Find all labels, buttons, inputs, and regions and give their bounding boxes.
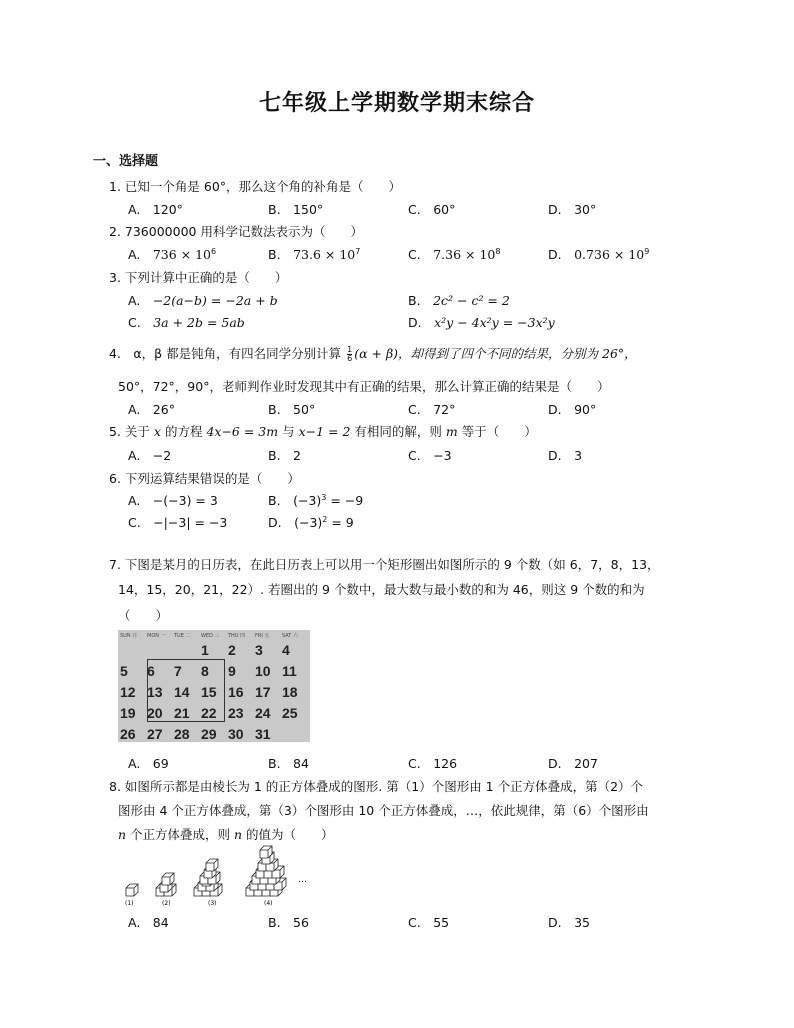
cube-ellipsis: …	[298, 875, 307, 885]
q5-option-d: D. 3	[548, 448, 583, 463]
q5-option-b: B. 2	[268, 448, 302, 463]
calendar-header: SAT 六	[282, 633, 298, 639]
calendar-day	[226, 639, 253, 661]
calendar-day	[145, 723, 172, 745]
calendar-day-number: 11	[282, 663, 297, 679]
q2-option-a: A. $736 \times 10^6$	[128, 246, 217, 262]
calendar-day	[118, 660, 145, 682]
calendar-selection-box	[147, 659, 225, 722]
calendar-day-number: 14	[174, 684, 190, 700]
calendar-day	[280, 639, 307, 661]
cube-fig3	[194, 859, 222, 896]
q3-option-b: B. 2c² − c² = 2	[408, 293, 510, 308]
calendar-day-number: 7	[174, 663, 182, 679]
cube-fig2	[156, 873, 176, 896]
calendar-day-number: 16	[228, 684, 244, 700]
calendar-day-number: 22	[201, 705, 217, 721]
calendar-day	[280, 681, 307, 703]
calendar-day-number: 13	[147, 684, 163, 700]
cube-label-3: (3)	[208, 900, 217, 906]
calendar-header: FRI 五	[255, 633, 270, 639]
q7-stem-line1: 7. 下图是某月的日历表，在此日历表上可以用一个矩形圈出如图所示的 9 个数（如 6，7，8，13，	[109, 557, 660, 572]
q6-option-c: C. −|−3| = −3	[128, 515, 228, 530]
q2-stem: 2. 736000000 用科学记数法表示为（ ）	[109, 224, 363, 239]
calendar-day-number: 26	[120, 726, 136, 742]
cube-label-1: (1)	[125, 900, 134, 906]
q2-option-c: C. $7.36 \times 10^8$	[408, 246, 501, 262]
cube-label-4: (4)	[264, 900, 273, 906]
calendar-header: THU 四	[228, 633, 246, 639]
q4-option-d: D. 90°	[548, 402, 597, 417]
calendar-day-number: 23	[228, 705, 244, 721]
calendar-day-number: 15	[201, 684, 217, 700]
calendar-day-number: 8	[201, 663, 209, 679]
calendar-day	[226, 681, 253, 703]
q6-option-b: B. $(-3)^3 = -9$	[268, 492, 364, 508]
calendar-header: MON 一	[147, 633, 166, 639]
q5-option-c: C. −3	[408, 448, 452, 463]
calendar-day	[280, 660, 307, 682]
calendar-day-number: 2	[228, 642, 236, 658]
calendar-day	[199, 723, 226, 745]
cube-stack-svg	[122, 844, 322, 906]
calendar-day	[226, 702, 253, 724]
q8-stem-line2: 图形由 4 个正方体叠成，第（3）个图形由 10 个正方体叠成，…，依此规律，第（6）个图形由	[118, 803, 649, 818]
q7-option-b: B. 84	[268, 756, 309, 771]
q2-option-d: D. $0.736 \times 10^9$	[548, 246, 650, 262]
q3-stem: 3. 下列计算中正确的是（ ）	[109, 270, 288, 285]
calendar-day-number: 20	[147, 705, 163, 721]
calendar-day-number: 21	[174, 705, 190, 721]
calendar-day	[253, 681, 280, 703]
q8-option-a: A. 84	[128, 915, 169, 930]
q3-option-c: C. 3a + 2b = 5ab	[128, 315, 245, 330]
q5-stem: 5. 关于 x 的方程 4x−6 = 3m 与 x−1 = 2 有相同的解，则 m 等于（ ）	[109, 424, 537, 439]
q7-option-d: D. 207	[548, 756, 598, 771]
cube-label-2: (2)	[162, 900, 171, 906]
calendar-day-number: 3	[255, 642, 263, 658]
q2-option-b: B. $73.6 \times 10^7$	[268, 246, 361, 262]
q8-option-d: D. 35	[548, 915, 591, 930]
q7-option-c: C. 126	[408, 756, 458, 771]
q7-option-a: A. 69	[128, 756, 169, 771]
q8-option-c: C. 55	[408, 915, 450, 930]
q4-fraction: $\frac{1}{6}$	[347, 345, 353, 363]
q5-option-a: A. −2	[128, 448, 172, 463]
section-heading: 一、选择题	[93, 154, 159, 169]
calendar-day	[226, 723, 253, 745]
calendar-day-number: 5	[120, 663, 128, 679]
calendar-day	[253, 660, 280, 682]
calendar-day-number: 18	[282, 684, 298, 700]
calendar-day	[118, 681, 145, 703]
calendar-day-number: 19	[120, 705, 136, 721]
q8-stem-line1: 8. 如图所示都是由棱长为 1 的正方体叠成的图形. 第（1）个图形由 1 个正方体叠成，第（2）个	[109, 779, 644, 794]
calendar-day-number: 6	[147, 663, 155, 679]
calendar-day	[118, 723, 145, 745]
q8-stem-line3: n 个正方体叠成，则 n 的值为（ ）	[118, 827, 334, 842]
calendar-day-number: 4	[282, 642, 290, 658]
q4-option-a: A. 26°	[128, 402, 175, 417]
cube-figures	[122, 844, 322, 909]
calendar-header: TUE 二	[174, 633, 191, 639]
cube-fig1	[126, 884, 138, 896]
page-title: 七年级上学期数学期末综合	[258, 91, 535, 116]
calendar-day	[253, 639, 280, 661]
q1-stem: 1. 已知一个角是 60°，那么这个角的补角是（ ）	[109, 179, 402, 194]
calendar-day	[118, 702, 145, 724]
q4-option-c: C. 72°	[408, 402, 456, 417]
calendar-day-number: 1	[201, 642, 209, 658]
cube-fig4	[246, 846, 286, 896]
q3-option-a: A. −2(a−b) = −2a + b	[128, 293, 278, 308]
calendar-header: WED 三	[201, 633, 220, 639]
q6-option-d: D. $(-3)^2 = 9$	[268, 514, 354, 530]
q6-stem: 6. 下列运算结果错误的是（ ）	[109, 471, 300, 486]
q4-stem-line1: 4. α，β 都是钝角，有四名同学分别计算 $\frac{1}{6}$ (α + β)，却得到了四个不同的结果，分别为 26°，	[109, 345, 637, 363]
q7-stem-line3: （ ）	[118, 608, 169, 623]
calendar-day	[172, 723, 199, 745]
calendar-day-number: 9	[228, 663, 236, 679]
calendar-day-number: 30	[228, 726, 244, 742]
calendar-image	[118, 630, 310, 742]
q1-option-d: D. 30°	[548, 202, 597, 217]
q4-option-b: B. 50°	[268, 402, 316, 417]
q8-option-b: B. 56	[268, 915, 309, 930]
calendar-day	[253, 702, 280, 724]
calendar-day	[226, 660, 253, 682]
q7-stem-line2: 14，15，20，21，22）. 若圈出的 9 个数中，最大数与最小数的和为 46，则这 9 个数的和为	[118, 582, 645, 597]
calendar-day	[280, 702, 307, 724]
calendar-header: SUN 日	[120, 633, 138, 639]
calendar-day	[253, 723, 280, 745]
calendar-day-number: 17	[255, 684, 271, 700]
q1-option-c: C. 60°	[408, 202, 456, 217]
calendar-day-number: 10	[255, 663, 271, 679]
q1-option-a: A. 120°	[128, 202, 183, 217]
q6-option-a: A. −(−3) = 3	[128, 493, 218, 508]
q3-option-d: D. x²y − 4x²y = −3x²y	[408, 315, 555, 330]
calendar-day	[199, 639, 226, 661]
calendar-day-number: 24	[255, 705, 271, 721]
calendar-day-number: 29	[201, 726, 217, 742]
q1-option-b: B. 150°	[268, 202, 324, 217]
calendar-day-number: 25	[282, 705, 298, 721]
calendar-day-number: 28	[174, 726, 190, 742]
q4-stem-line2: 50°，72°，90°，老师判作业时发现其中有正确的结果，那么计算正确的结果是（ ）	[118, 379, 610, 394]
calendar-day-number: 12	[120, 684, 136, 700]
calendar-day-number: 27	[147, 726, 163, 742]
calendar-day-number: 31	[255, 726, 271, 742]
